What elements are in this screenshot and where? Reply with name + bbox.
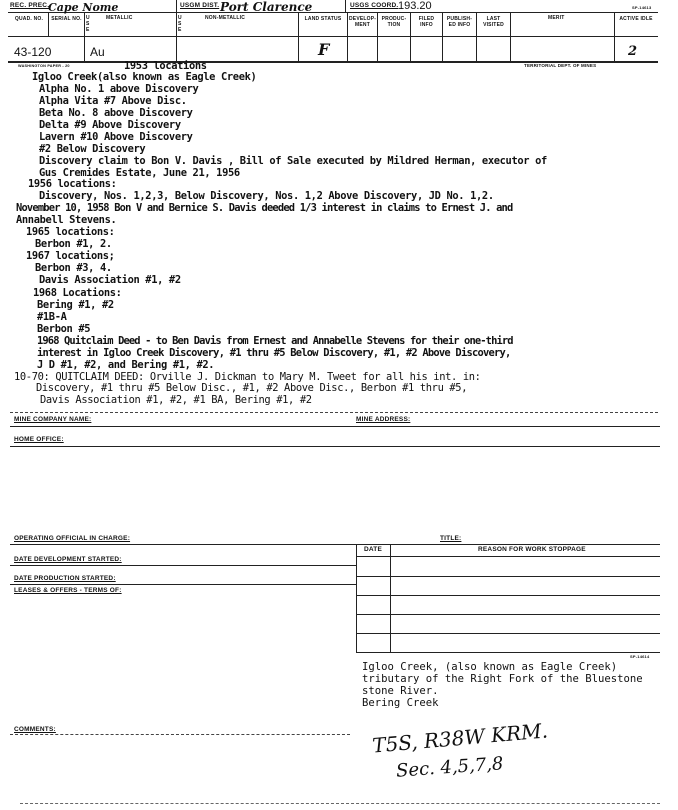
col-divider-nonmetallic — [176, 13, 177, 61]
date-development-rule — [10, 565, 356, 566]
home-office-label: HOME OFFICE: — [14, 436, 64, 443]
operating-official-label: OPERATING OFFICIAL IN CHARGE: — [14, 535, 131, 542]
column-header-bottom-rule — [8, 36, 658, 37]
stoppage-row-rule — [356, 633, 660, 634]
body-line: Berbon #1, 2. — [35, 238, 112, 250]
body-line: 1956 locations: — [28, 178, 117, 190]
col-divider-land — [298, 13, 299, 61]
col-header-use-2: U S E — [178, 15, 182, 33]
body-line: #1B-A — [37, 311, 67, 323]
date-production-label: DATE PRODUCTION STARTED: — [14, 575, 116, 582]
title-label: TITLE: — [440, 535, 462, 542]
body-line: Gus Cremides Estate, June 21, 1956 — [39, 167, 240, 179]
body-line: 1953 locations — [124, 60, 207, 72]
stoppage-row-rule — [356, 576, 660, 577]
bottom-edge-rule — [20, 803, 660, 804]
body-line: Lavern #10 Above Discovery — [39, 131, 193, 143]
rec-prec-label: REC. PREC. — [10, 2, 50, 9]
usgs-dist-label: USGM DIST. — [180, 2, 220, 9]
col-divider-merit — [510, 13, 511, 61]
home-office-rule — [10, 446, 660, 447]
body-line: Davis Association #1, #2, #1 BA, Bering #1, #2 — [40, 394, 312, 406]
date-development-label: DATE DEVELOPMENT STARTED: — [14, 556, 122, 563]
col-header-serial: SERIAL NO. — [51, 16, 82, 22]
body-line: Beta No. 8 above Discovery — [39, 107, 193, 119]
stoppage-header-rule — [356, 556, 660, 557]
mine-company-name-label: MINE COMPANY NAME: — [14, 416, 92, 423]
stoppage-row-rule — [356, 595, 660, 596]
col-header-last-visited: LAST VISITED — [483, 16, 504, 28]
body-line: Alpha Vita #7 Above Disc. — [39, 95, 187, 107]
record-metallic-value: Au — [90, 45, 105, 59]
location-note-line: Igloo Creek, (also known as Eagle Creek) — [362, 661, 618, 673]
mine-company-rule — [10, 426, 660, 427]
body-line: 1968 Quitclaim Deed - to Ben Davis from Ernest and Annabelle Stevens for their one-third — [37, 335, 513, 347]
form-separator — [10, 412, 658, 413]
col-header-merit: MERIT — [548, 15, 565, 21]
body-line: #2 Below Discovery — [39, 143, 146, 155]
body-line: J D #1, #2, and Bering #1, #2. — [37, 359, 215, 371]
body-line: Berbon #5 — [37, 323, 91, 335]
stoppage-row-rule — [356, 614, 660, 615]
active-idle-mark: 2 — [628, 44, 638, 59]
mine-address-label: MINE ADDRESS: — [356, 416, 411, 423]
location-note-line: stone River. — [362, 685, 439, 697]
body-line: Annabell Stevens. — [16, 214, 117, 226]
col-header-published: PUBLISH- ED INFO — [446, 16, 473, 28]
location-note-line: tributary of the Right Fork of the Bluestone — [362, 673, 643, 685]
handwritten-sections: Sec. 4,5,7,8 — [395, 753, 505, 782]
header-divider-1 — [176, 0, 177, 12]
subheader-right: TERRITORIAL DEPT. OF MINES — [524, 63, 597, 68]
col-header-land-status: LAND STATUS — [304, 16, 342, 22]
col-divider-filed — [410, 13, 411, 61]
body-line: Delta #9 Above Discovery — [39, 119, 181, 131]
record-number: 43-120 — [14, 45, 52, 59]
comments-rule — [10, 734, 350, 735]
subheader-left: WASHINGTON PAPER - 20 — [18, 64, 70, 68]
location-note-line: Bering Creek — [362, 697, 439, 709]
col-header-development: DEVELOP- MENT — [349, 16, 377, 28]
body-line: interest in Igloo Creek Discovery, #1 thru #5 Below Discovery, #1, #2 Above Discovery, — [37, 347, 511, 359]
body-line: Discovery, #1 thru #5 Below Disc., #1, #2 Above Disc., Berbon #1 thru #5, — [36, 382, 468, 394]
handwritten-township: T5S, R38W KRM. — [371, 718, 549, 758]
col-header-quad: QUAD. NO. — [14, 16, 44, 22]
usgs-dist-value: Port Clarence — [220, 0, 313, 14]
form-number-2: SP-14614 — [630, 654, 650, 659]
col-divider-published — [442, 13, 443, 61]
col-divider-visited — [476, 13, 477, 61]
comments-label: COMMENTS: — [14, 726, 56, 733]
col-divider-production — [377, 13, 378, 61]
date-production-rule — [10, 584, 356, 585]
stoppage-date-divider — [390, 544, 391, 652]
land-status-mark: F — [318, 40, 330, 59]
body-line: November 10, 1958 Bon V and Bernice S. Davis deeded 1/3 interest in claims to Ernest J. and — [16, 202, 513, 214]
col-header-nonmetallic: NON-METALLIC — [205, 15, 246, 21]
body-line: Berbon #3, 4. — [35, 262, 112, 274]
col-header-metallic: METALLIC — [106, 15, 133, 21]
col-header-use-1: U S E — [86, 15, 90, 33]
body-line: Discovery, Nos. 1,2,3, Below Discovery, Nos. 1,2 Above Discovery, JD No. 1,2. — [39, 190, 494, 202]
col-header-production: PRODUC- TION — [381, 16, 407, 28]
col-divider-active — [614, 13, 615, 61]
stoppage-left-border — [356, 544, 357, 652]
body-line: Discovery claim to Bon V. Davis , Bill of Sale executed by Mildred Herman, executor of — [39, 155, 547, 167]
form-number: SP-14613 — [632, 5, 652, 10]
col-divider-serial — [48, 13, 49, 36]
body-line: 10-70: QUITCLAIM DEED: Orville J. Dickman to Mary M. Tweet for all his int. in: — [14, 371, 481, 383]
stoppage-reason-header: REASON FOR WORK STOPPAGE — [478, 546, 586, 553]
rec-prec-value: Cape Nome — [48, 1, 119, 14]
body-line: 1967 locations; — [26, 250, 115, 262]
official-rule — [10, 544, 660, 545]
stoppage-date-header: DATE — [364, 546, 383, 553]
body-line: Bering #1, #2 — [37, 299, 114, 311]
body-line: 1965 locations: — [26, 226, 115, 238]
body-line: Igloo Creek(also known as Eagle Creek) — [32, 71, 257, 83]
body-line: Alpha No. 1 above Discovery — [39, 83, 199, 95]
col-header-active-idle: ACTIVE IDLE — [619, 16, 653, 22]
col-divider-develop — [347, 13, 348, 61]
stoppage-row-rule — [356, 652, 660, 653]
body-line: 1968 Locations: — [33, 287, 122, 299]
leases-label: LEASES & OFFERS - TERMS OF: — [14, 587, 122, 594]
header-divider-2 — [345, 0, 346, 12]
col-divider-metallic — [84, 13, 85, 61]
usgs-coord-value: 193.20 — [398, 0, 432, 12]
body-line: Davis Association #1, #2 — [39, 274, 181, 286]
usgs-coord-label: USGS COORD. — [350, 2, 399, 9]
col-header-filed: FILED INFO — [418, 16, 435, 28]
